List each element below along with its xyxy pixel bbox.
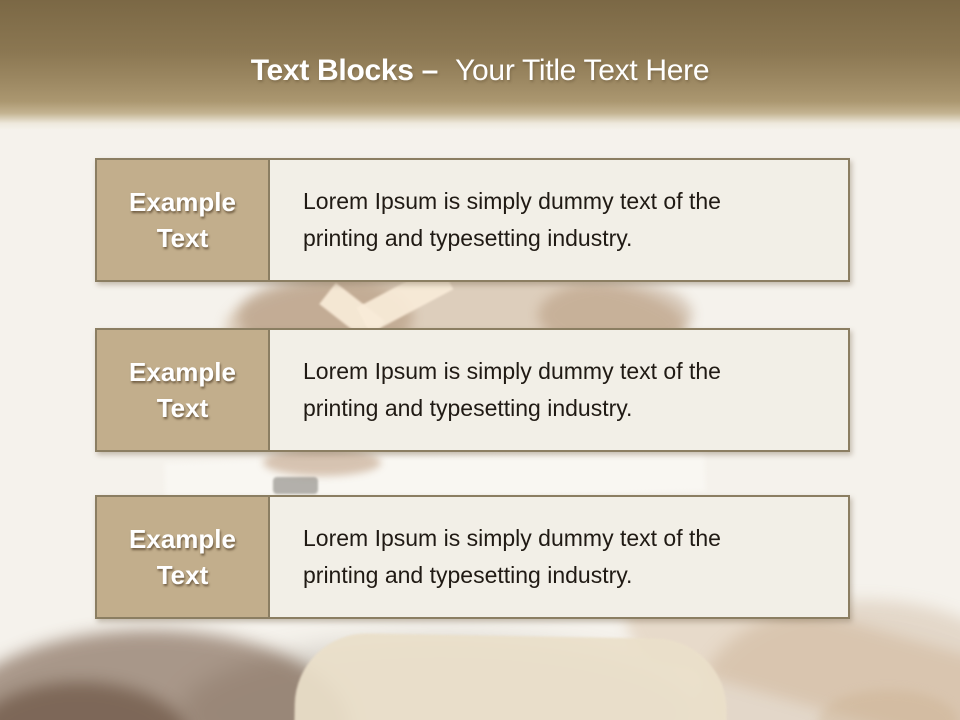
slide-title — [0, 52, 960, 90]
body-line: printing and typesetting industry. — [303, 225, 633, 251]
text-block-2 — [95, 328, 850, 452]
title-topic: Text Blocks – — [250, 54, 439, 87]
body-line: Lorem Ipsum is simply dummy text of the — [303, 188, 721, 214]
text-block-1-body — [270, 160, 848, 280]
body-line: Lorem Ipsum is simply dummy text of the — [303, 525, 721, 551]
body-line: printing and typesetting industry. — [303, 562, 633, 588]
bg-bear-fur-patch — [263, 449, 381, 476]
text-block-3-text — [303, 520, 823, 594]
text-block-2-label: Example Text — [97, 330, 270, 450]
text-block-1-text — [303, 183, 823, 257]
title-subtitle: Your Title Text Here — [455, 54, 710, 87]
text-block-3 — [95, 495, 850, 619]
body-line: printing and typesetting industry. — [303, 395, 633, 421]
text-block-2-text — [303, 353, 823, 427]
text-block-1-label: Example Text — [97, 160, 270, 280]
text-block-1 — [95, 158, 850, 282]
text-block-2-body — [270, 330, 848, 450]
bg-cream-hat — [294, 632, 728, 720]
text-block-3-body — [270, 497, 848, 617]
text-block-3-label: Example Text — [97, 497, 270, 617]
body-line: Lorem Ipsum is simply dummy text of the — [303, 358, 721, 384]
slide-header — [0, 0, 960, 130]
bg-gray-object — [273, 477, 318, 494]
